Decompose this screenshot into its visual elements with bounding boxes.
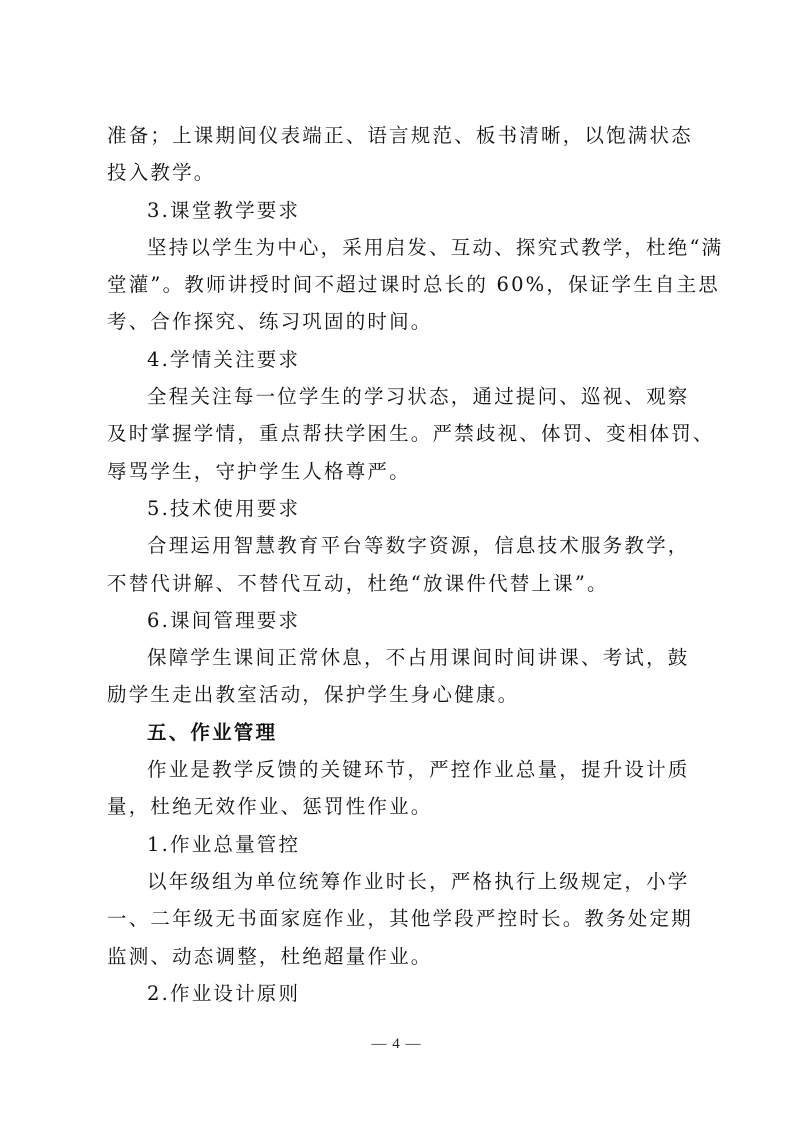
text-line: 投入教学。 <box>107 161 216 185</box>
text-line: 全程关注每一位学生的学习状态，通过提问、巡视、观察 <box>147 385 690 409</box>
subheading-technology-use: 5.技术使用要求 <box>147 496 301 520</box>
subheading-classroom-teaching: 3.课堂教学要求 <box>147 198 301 222</box>
text-line: 保障学生课间正常休息，不占用课间时间讲课、考试，鼓 <box>147 646 690 670</box>
text-line: 一、二年级无书面家庭作业，其他学段严控时长。教务处定期 <box>107 907 693 931</box>
section-heading-homework: 五、作业管理 <box>147 720 278 744</box>
text-line: 考、合作探究、练习巩固的时间。 <box>107 310 433 334</box>
document-body <box>107 117 724 1012</box>
text-line: 监测、动态调整，杜绝超量作业。 <box>107 944 433 968</box>
subheading-homework-design: 2.作业设计原则 <box>147 981 301 1005</box>
text-line: 准备；上课期间仪表端正、语言规范、板书清晰，以饱满状态 <box>107 124 693 147</box>
text-line: 不替代讲解、不替代互动，杜绝“放课件代替上课”。 <box>107 571 609 595</box>
text-line: 辱骂学生，守护学生人格尊严。 <box>107 459 411 483</box>
subheading-break-management: 6.课间管理要求 <box>147 608 301 632</box>
text-line: 量，杜绝无效作业、惩罚性作业。 <box>107 795 433 819</box>
text-line: 合理运用智慧教育平台等数字资源，信息技术服务教学， <box>147 534 690 558</box>
text-line: 坚持以学生为中心，采用启发、互动、探究式教学，杜绝“满 <box>147 235 724 259</box>
text-line: 励学生走出教室活动，保护学生身心健康。 <box>107 683 520 707</box>
page-number: — 4 — <box>371 1036 422 1052</box>
subheading-homework-total: 1.作业总量管控 <box>147 832 301 856</box>
text-line: 作业是教学反馈的关键环节，严控作业总量，提升设计质 <box>147 758 690 782</box>
text-line: 堂灌”。教师讲授时间不超过课时总长的 60%，保证学生自主思 <box>107 273 721 297</box>
text-line: 及时掌握学情，重点帮扶学困生。严禁歧视、体罚、变相体罚、 <box>107 422 715 446</box>
subheading-student-attention: 4.学情关注要求 <box>147 347 301 371</box>
text-line: 以年级组为单位统筹作业时长，严格执行上级规定，小学 <box>147 869 690 893</box>
